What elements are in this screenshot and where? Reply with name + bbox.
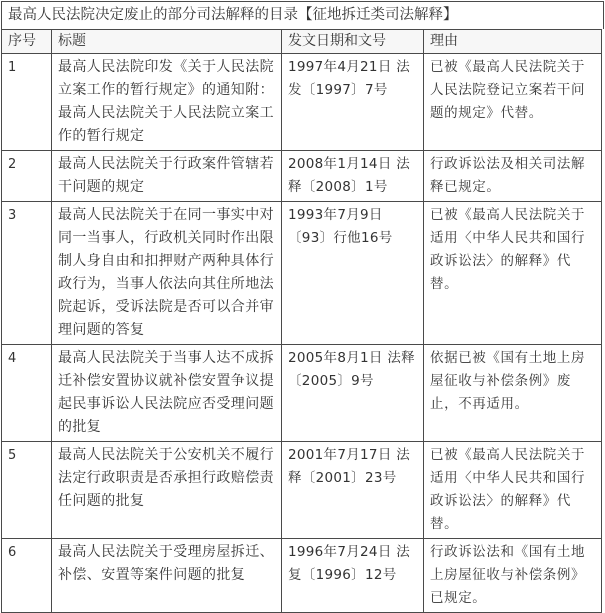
row-doc-number: 1997年4月21日 法发〔1997〕7号 [282, 54, 424, 151]
row-doc-number: 2001年7月17日 法释〔2001〕23号 [282, 442, 424, 539]
row-reason: 依据已被《国有土地上房屋征收与补偿条例》废止，不再适用。 [424, 345, 602, 442]
row-title: 最高人民法院关于当事人达不成拆迁补偿安置协议就补偿安置争议提起民事诉讼人民法院应否受理问题的批复 [52, 345, 282, 442]
table-row [2, 54, 602, 151]
row-title: 最高人民法院关于公安机关不履行法定行政职责是否承担行政赔偿责任问题的批复 [52, 442, 282, 539]
row-number: 5 [2, 442, 52, 539]
row-title: 最高人民法院印发《关于人民法院立案工作的暂行规定》的通知附：最高人民法院关于人民法院立案工作的暂行规定 [52, 54, 282, 151]
row-reason: 行政诉讼法和《国有土地上房屋征收与补偿条例》已规定。 [424, 539, 602, 613]
row-number: 4 [2, 345, 52, 442]
table-row [2, 151, 602, 202]
table-row [2, 345, 602, 442]
row-doc-number: 2008年1月14日 法释〔2008〕1号 [282, 151, 424, 202]
header-title: 标题 [52, 30, 282, 54]
row-number: 6 [2, 539, 52, 613]
header-no: 序号 [2, 30, 52, 54]
row-title: 最高人民法院关于受理房屋拆迁、补偿、安置等案件问题的批复 [52, 539, 282, 613]
row-reason: 已被《最高人民法院关于适用〈中华人民共和国行政诉讼法〉的解释》代替。 [424, 202, 602, 345]
row-doc-number: 1993年7月9日 〔93〕行他16号 [282, 202, 424, 345]
row-doc-number: 1996年7月24日 法复〔1996〕12号 [282, 539, 424, 613]
table-caption: 最高人民法院决定废止的部分司法解释的目录【征地拆迁类司法解释】 [1, 1, 604, 29]
row-title: 最高人民法院关于在同一事实中对同一当事人，行政机关同时作出限制人身自由和扣押财产两种具体行政行为，当事人依法向其住所地法院起诉，受诉法院是否可以合并审理问题的答复 [52, 202, 282, 345]
table-row [2, 442, 602, 539]
row-doc-number: 2005年8月1日 法释〔2005〕9号 [282, 345, 424, 442]
row-reason: 已被《最高人民法院关于人民法院登记立案若干问题的规定》代替。 [424, 54, 602, 151]
header-reason: 理由 [424, 30, 602, 54]
table-row [2, 539, 602, 613]
judicial-interpretation-table [1, 29, 602, 613]
document [1, 1, 604, 605]
table-row [2, 202, 602, 345]
row-title: 最高人民法院关于行政案件管辖若干问题的规定 [52, 151, 282, 202]
header-row [2, 30, 602, 54]
row-number: 1 [2, 54, 52, 151]
row-number: 3 [2, 202, 52, 345]
row-reason: 已被《最高人民法院关于适用〈中华人民共和国行政诉讼法〉的解释》代替。 [424, 442, 602, 539]
header-doc: 发文日期和文号 [282, 30, 424, 54]
row-number: 2 [2, 151, 52, 202]
row-reason: 行政诉讼法及相关司法解释已规定。 [424, 151, 602, 202]
